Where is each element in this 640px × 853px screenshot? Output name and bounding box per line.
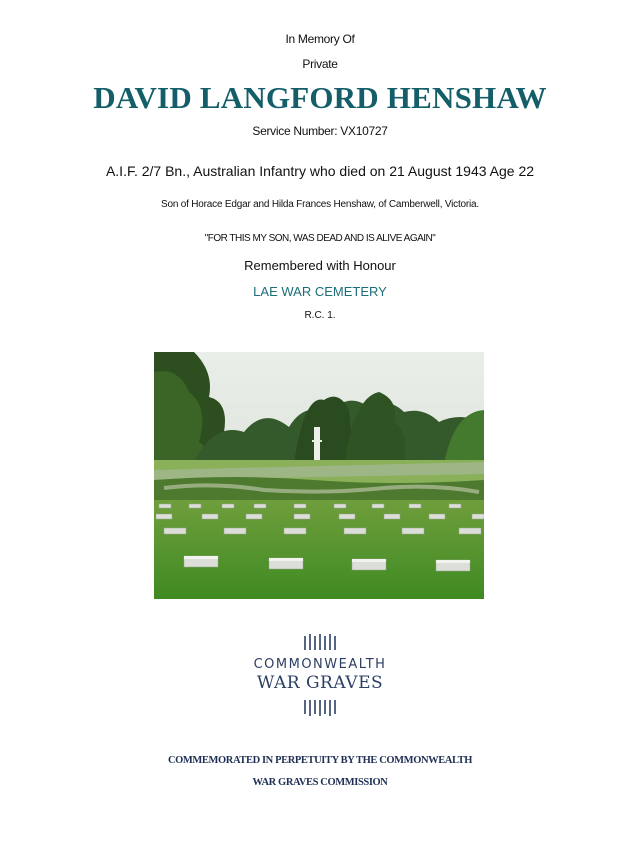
parents-text: Son of Horace Edgar and Hilda Frances Henshaw, of Camberwell, Victoria. [160, 199, 479, 210]
in-memory-of-text: In Memory Of [285, 32, 355, 46]
cemetery-photo [154, 352, 484, 599]
logo-text-war-graves: WAR GRAVES [256, 673, 384, 693]
unit-and-death-text: A.I.F. 2/7 Bn., Australian Infantry who died on 21 August 1943 Age 22 [105, 163, 535, 179]
logo-text-commonwealth: COMMONWEALTH [253, 657, 387, 672]
grave-reference-text: R.C. 1. [304, 310, 336, 321]
rank-text: Private [302, 57, 338, 71]
footer-line-1: COMMEMORATED IN PERPETUITY BY THE COMMONWEALTH [167, 755, 473, 766]
cwgc-logo [240, 632, 400, 722]
footer-line-2: WAR GRAVES COMMISSION [252, 777, 388, 788]
service-number-text: Service Number: VX10727 [252, 124, 388, 138]
remembered-text: Remembered with Honour [244, 258, 396, 273]
epitaph-text: "FOR THIS MY SON, WAS DEAD AND IS ALIVE AGAIN" [204, 233, 436, 244]
cemetery-name: LAE WAR CEMETERY [253, 284, 387, 299]
casualty-name: DAVID LANGFORD HENSHAW [93, 80, 547, 115]
